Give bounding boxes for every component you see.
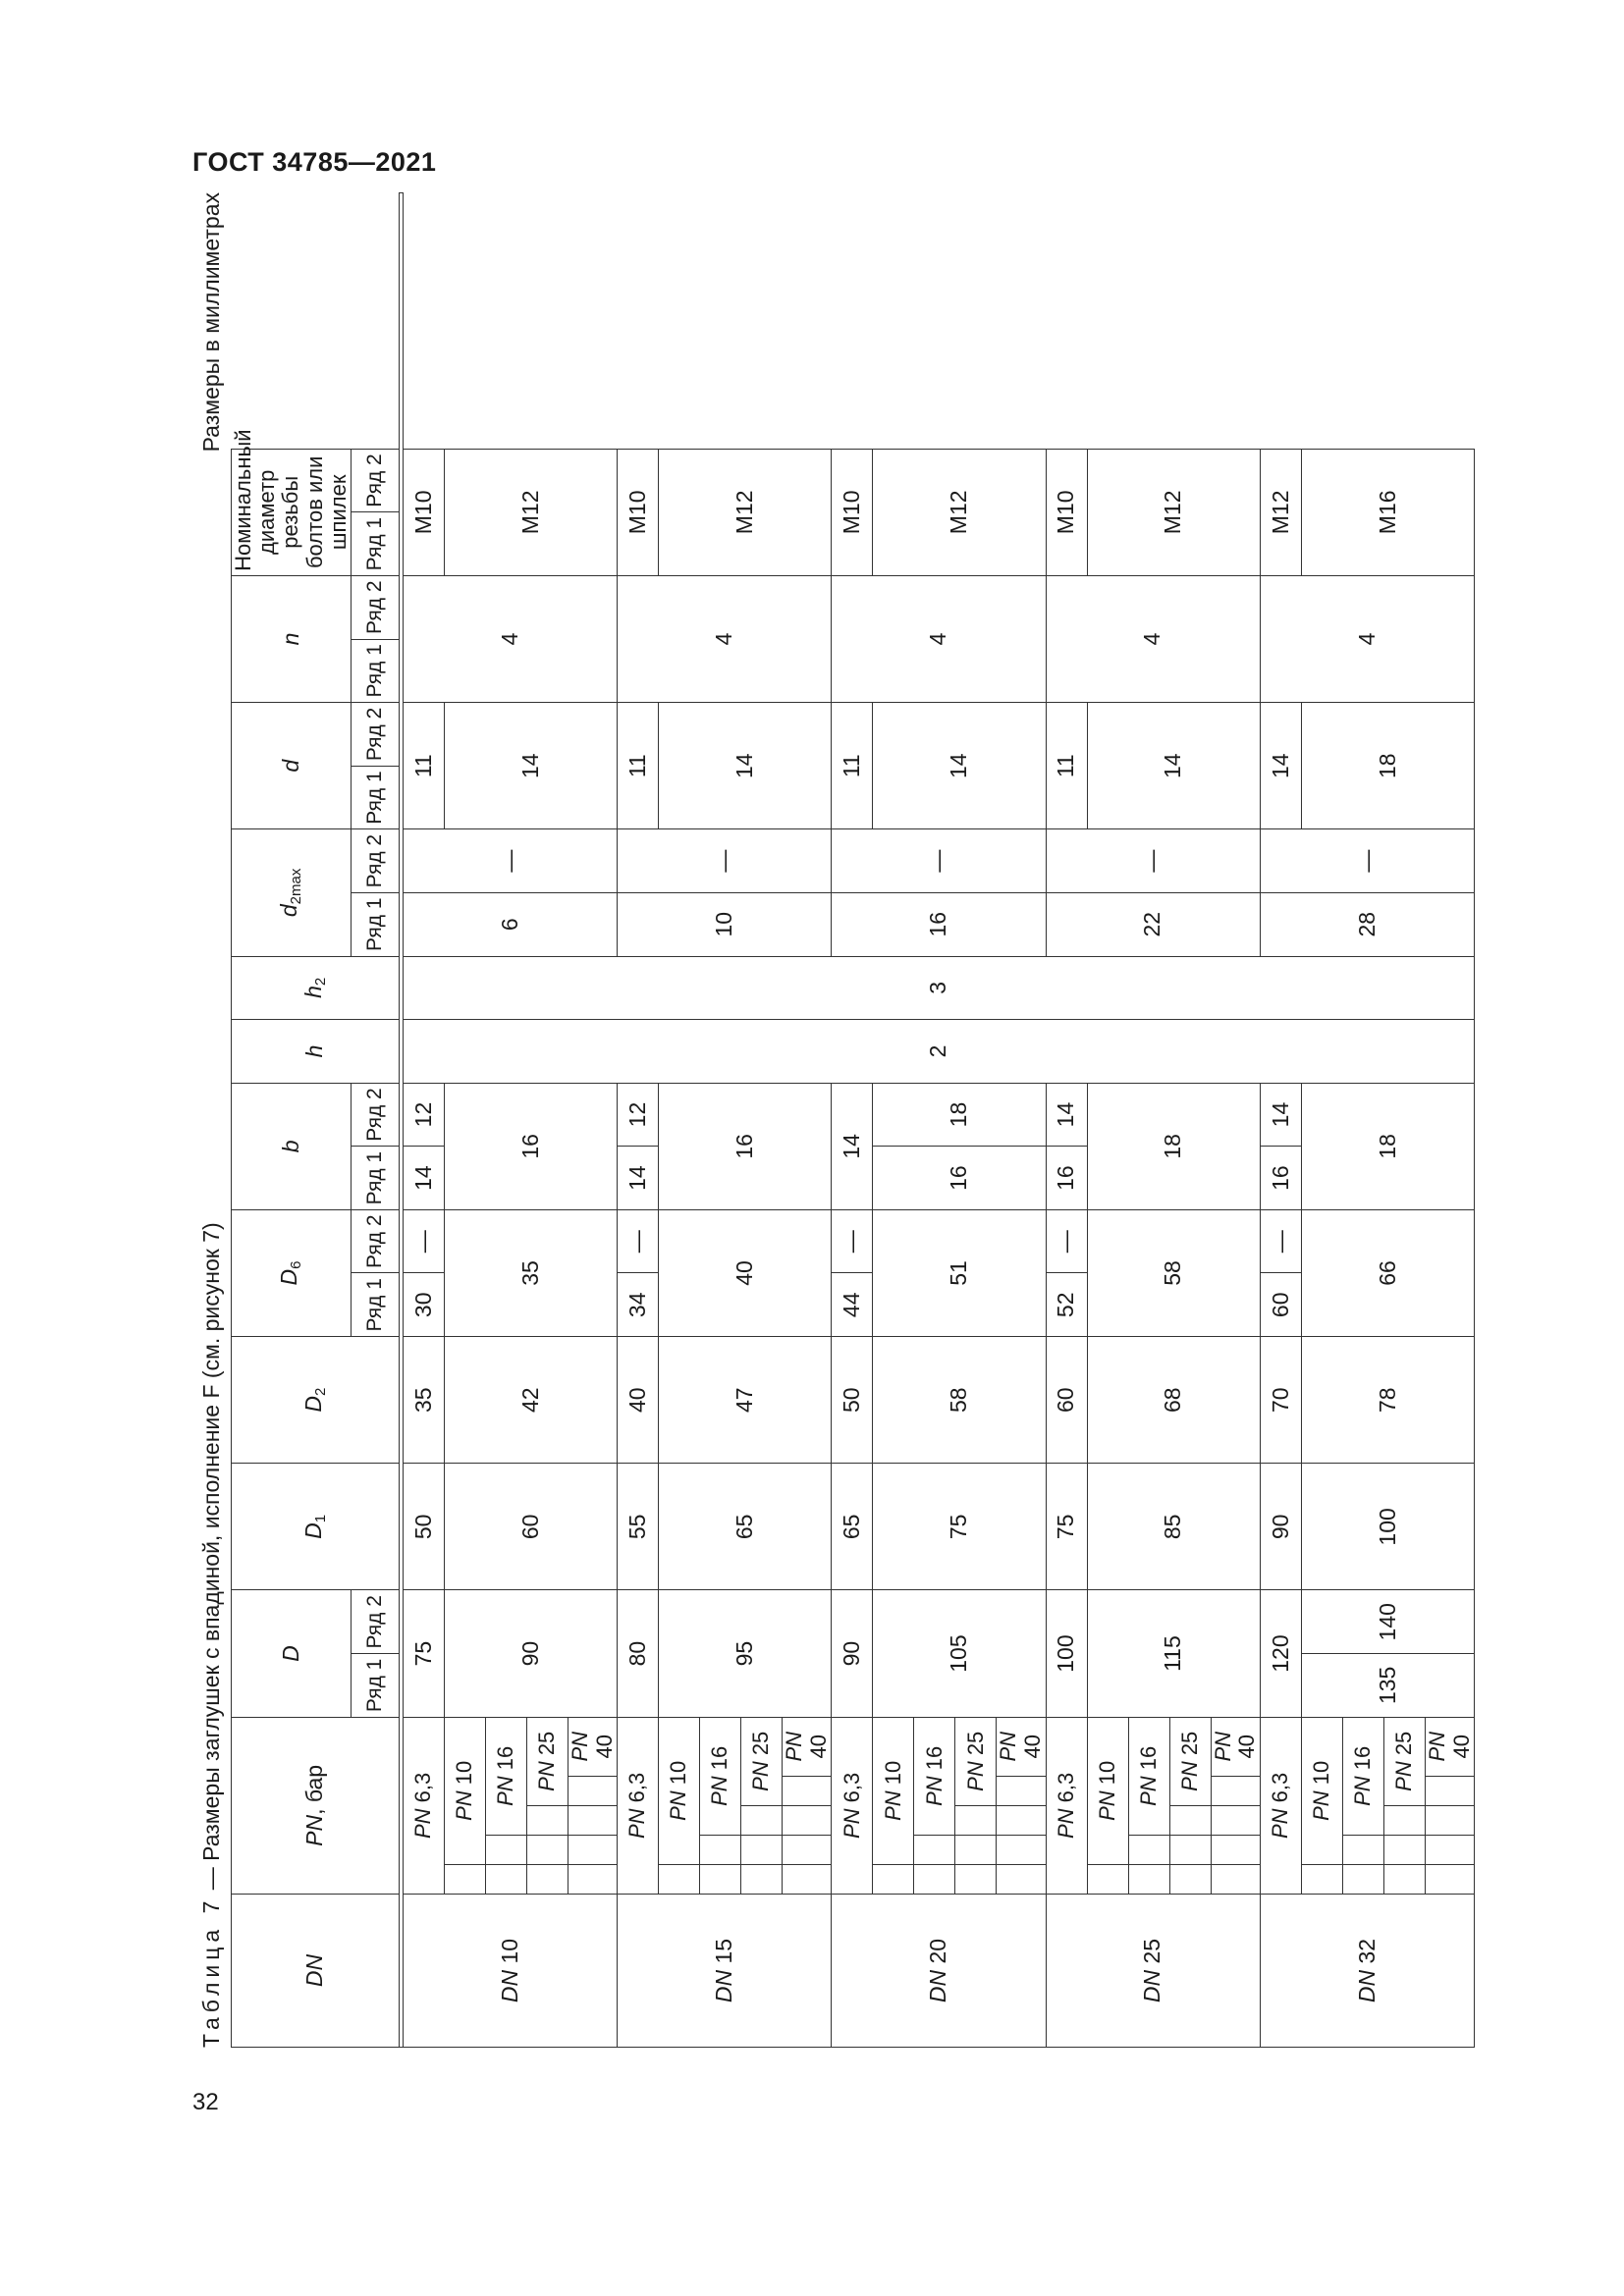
thread-cell: M12 — [1260, 449, 1301, 575]
D-cell: 90 — [444, 1590, 617, 1717]
pn-cell: PN 10 — [1301, 1717, 1342, 1864]
pn-cell: PN 16 — [485, 1717, 526, 1835]
D1-cell: 50 — [403, 1464, 444, 1590]
col-header-d: d — [232, 703, 352, 829]
D6-row1-cell: 52 — [1046, 1273, 1087, 1337]
D-cell: 105 — [873, 1590, 1046, 1717]
D2-cell: 47 — [659, 1337, 832, 1464]
col-header-D1: $D_1$ — [232, 1464, 400, 1590]
pn-cell: PN 25 — [955, 1717, 997, 1805]
col-header-h: h — [232, 1020, 400, 1084]
d-cell: 14 — [873, 703, 1046, 829]
d2max-row1-cell: 10 — [618, 892, 832, 956]
b-row2-cell: 12 — [403, 1083, 444, 1147]
thread-cell: M12 — [659, 449, 832, 575]
D6-row2-cell: — — [1046, 1209, 1087, 1273]
sub-header-thread-row1: Ряд 1 — [351, 512, 399, 576]
pn-cell: PN 40 — [568, 1717, 617, 1776]
D1-cell: 100 — [1301, 1464, 1474, 1590]
D1-cell: 85 — [1087, 1464, 1260, 1590]
dn-cell: DN 32 — [1260, 1895, 1474, 2048]
d-cell: 11 — [403, 703, 444, 829]
D6-cell: 51 — [873, 1209, 1046, 1336]
table-row — [1046, 193, 1087, 2048]
pn-cell: PN 16 — [914, 1717, 955, 1835]
sub-header-b-row2: Ряд 2 — [351, 1083, 399, 1147]
header-row-1 — [232, 193, 352, 2048]
thread-cell: M10 — [832, 449, 873, 575]
D6-row2-cell: — — [1260, 1209, 1301, 1273]
D1-cell: 65 — [832, 1464, 873, 1590]
pn-cell: PN 25 — [526, 1717, 568, 1805]
D-cell: 95 — [659, 1590, 832, 1717]
thread-cell: M12 — [1087, 449, 1260, 575]
D2-cell: 60 — [1046, 1337, 1087, 1464]
dn-cell: DN 10 — [403, 1895, 617, 2048]
D-cell: 75 — [403, 1590, 444, 1717]
pn-cell: PN 10 — [1087, 1717, 1128, 1864]
d2max-row1-cell: 22 — [1046, 892, 1260, 956]
dimensions-table — [231, 192, 1475, 2048]
document-header: ГОСТ 34785—2021 — [192, 147, 437, 177]
D1-cell: 55 — [618, 1464, 659, 1590]
pn-cell: PN 6,3 — [832, 1717, 873, 1894]
b-row1-cell: 16 — [1046, 1147, 1087, 1210]
caption-text: — Размеры заглушек с впадиной, исполнение F (см. рисунок 7) — [198, 1222, 224, 1896]
sub-header-n-row2: Ряд 2 — [351, 575, 399, 639]
sub-header-D6-row2: Ряд 2 — [351, 1209, 399, 1273]
D2-cell: 70 — [1260, 1337, 1301, 1464]
n-cell: 4 — [1046, 575, 1260, 702]
d-cell: 18 — [1301, 703, 1474, 829]
pn-cell: PN 10 — [659, 1717, 700, 1864]
D-cell: 80 — [618, 1590, 659, 1717]
pn-cell: PN 40 — [997, 1717, 1046, 1776]
caption-word: Таблица 7 — [198, 1896, 224, 2048]
table-row — [403, 193, 444, 2048]
d2max-row1-cell: 6 — [403, 892, 617, 956]
d-cell: 14 — [1260, 703, 1301, 829]
thread-cell: M12 — [873, 449, 1046, 575]
dn-cell: DN 15 — [618, 1895, 832, 2048]
d-cell: 14 — [659, 703, 832, 829]
d-cell: 11 — [618, 703, 659, 829]
pn-cell: PN 40 — [1211, 1717, 1260, 1776]
D1-cell: 75 — [873, 1464, 1046, 1590]
D2-cell: 68 — [1087, 1337, 1260, 1464]
D1-cell: 75 — [1046, 1464, 1087, 1590]
D6-row2-cell: — — [403, 1209, 444, 1273]
table-row — [1301, 193, 1342, 2048]
table-row — [1260, 193, 1301, 2048]
units-note: Размеры в миллиметрах — [198, 192, 224, 453]
n-cell: 4 — [618, 575, 832, 702]
b-cell: 14 — [832, 1083, 873, 1209]
D6-cell: 58 — [1087, 1209, 1260, 1336]
sub-header-D-row1: Ряд 1 — [351, 1654, 399, 1718]
b-row1-cell: 16 — [1260, 1147, 1301, 1210]
D2-cell: 35 — [403, 1337, 444, 1464]
thread-cell: M12 — [444, 449, 617, 575]
pn-cell: PN 25 — [1169, 1717, 1211, 1805]
D2-cell: 50 — [832, 1337, 873, 1464]
col-header-D: D — [232, 1590, 352, 1717]
d-cell: 11 — [832, 703, 873, 829]
sub-header-d-row2: Ряд 2 — [351, 703, 399, 767]
b-row2-cell: 14 — [1260, 1083, 1301, 1147]
pn-cell: PN 16 — [1342, 1717, 1383, 1835]
b-cell: 18 — [1087, 1083, 1260, 1209]
D6-cell: 35 — [444, 1209, 617, 1336]
d2max-row1-cell: 28 — [1260, 892, 1474, 956]
d2max-row2-cell: — — [403, 829, 617, 893]
table-row — [832, 193, 873, 2048]
D6-row1-cell: 30 — [403, 1273, 444, 1337]
b-row1-cell: 14 — [403, 1147, 444, 1210]
table-row — [444, 193, 485, 2048]
D-cell: 90 — [832, 1590, 873, 1717]
d2max-row2-cell: — — [618, 829, 832, 893]
col-header-thread: Номинальный диаметр резьбы болтов или шпилек — [232, 449, 352, 575]
rotated-table-block — [198, 192, 1474, 2048]
pn-cell: PN 6,3 — [1260, 1717, 1301, 1894]
thread-cell: M16 — [1301, 449, 1474, 575]
b-row2-cell: 18 — [873, 1083, 1046, 1147]
pn-cell: PN 6,3 — [1046, 1717, 1087, 1894]
b-row1-cell: 14 — [618, 1147, 659, 1210]
b-cell: 18 — [1301, 1083, 1474, 1209]
col-header-pn: PN, бар — [232, 1717, 400, 1894]
n-cell: 4 — [832, 575, 1046, 702]
d2max-row2-cell: — — [1046, 829, 1260, 893]
b-cell: 16 — [659, 1083, 832, 1209]
D6-row2-cell: — — [618, 1209, 659, 1273]
dn-cell: DN 25 — [1046, 1895, 1260, 2048]
sub-header-n-row1: Ряд 1 — [351, 639, 399, 703]
D-cell: 115 — [1087, 1590, 1260, 1717]
n-cell: 4 — [1260, 575, 1474, 702]
b-row2-cell: 12 — [618, 1083, 659, 1147]
D6-row1-cell: 44 — [832, 1273, 873, 1337]
sub-header-b-row1: Ряд 1 — [351, 1147, 399, 1210]
table-row — [873, 193, 914, 2048]
n-cell: 4 — [403, 575, 617, 702]
pn-cell: PN 25 — [741, 1717, 783, 1805]
b-row1-cell: 16 — [873, 1147, 1046, 1210]
d-cell: 14 — [1087, 703, 1260, 829]
D6-cell: 66 — [1301, 1209, 1474, 1336]
col-header-dn: DN — [232, 1895, 400, 2048]
page-number: 32 — [192, 2089, 219, 2115]
col-header-h2: $h_2$ — [232, 956, 400, 1020]
dn-cell: DN 20 — [832, 1895, 1046, 2048]
col-header-n: n — [232, 575, 352, 702]
thread-cell: M10 — [618, 449, 659, 575]
D6-row1-cell: 34 — [618, 1273, 659, 1337]
col-header-D6: $D_6$ — [232, 1209, 352, 1336]
col-header-d2max: $d_{2max}$ — [232, 829, 352, 956]
D1-cell: 65 — [659, 1464, 832, 1590]
D-row1-cell: 135 — [1301, 1654, 1474, 1718]
pn-cell: PN 10 — [444, 1717, 485, 1864]
col-header-b: b — [232, 1083, 352, 1209]
pn-cell: PN 40 — [1425, 1717, 1474, 1776]
h2-cell: 3 — [403, 956, 1474, 1020]
sub-header-d2max-row1: Ряд 1 — [351, 892, 399, 956]
d-cell: 11 — [1046, 703, 1087, 829]
table-row — [1087, 193, 1128, 2048]
d2max-row2-cell: — — [832, 829, 1046, 893]
pn-cell: PN 16 — [1128, 1717, 1169, 1835]
pn-cell: PN 6,3 — [618, 1717, 659, 1894]
sub-header-d2max-row2: Ряд 2 — [351, 829, 399, 893]
D2-cell: 40 — [618, 1337, 659, 1464]
D-row2-cell: 140 — [1301, 1590, 1474, 1654]
D2-cell: 58 — [873, 1337, 1046, 1464]
pn-cell: PN 6,3 — [403, 1717, 444, 1894]
thread-cell: M10 — [403, 449, 444, 575]
d-cell: 14 — [444, 703, 617, 829]
pn-cell: PN 16 — [700, 1717, 741, 1835]
pn-cell: PN 25 — [1383, 1717, 1425, 1805]
D6-row1-cell: 60 — [1260, 1273, 1301, 1337]
D2-cell: 78 — [1301, 1337, 1474, 1464]
D-cell: 120 — [1260, 1590, 1301, 1717]
table-caption — [198, 1222, 225, 2048]
thread-cell: M10 — [1046, 449, 1087, 575]
pn-cell: PN 40 — [783, 1717, 832, 1776]
b-row2-cell: 14 — [1046, 1083, 1087, 1147]
sub-header-D6-row1: Ряд 1 — [351, 1273, 399, 1337]
D6-cell: 40 — [659, 1209, 832, 1336]
D1-cell: 60 — [444, 1464, 617, 1590]
table-row — [659, 193, 700, 2048]
sub-header-d-row1: Ряд 1 — [351, 766, 399, 829]
table-row — [618, 193, 659, 2048]
sub-header-thread-row2: Ряд 2 — [351, 449, 399, 512]
D2-cell: 42 — [444, 1337, 617, 1464]
sub-header-D-row2: Ряд 2 — [351, 1590, 399, 1654]
d2max-row2-cell: — — [1260, 829, 1474, 893]
col-header-D2: $D_2$ — [232, 1337, 400, 1464]
h-cell: 2 — [403, 1020, 1474, 1084]
b-cell: 16 — [444, 1083, 617, 1209]
D6-row2-cell: — — [832, 1209, 873, 1273]
d2max-row1-cell: 16 — [832, 892, 1046, 956]
D-cell: 100 — [1046, 1590, 1087, 1717]
D1-cell: 90 — [1260, 1464, 1301, 1590]
pn-cell: PN 10 — [873, 1717, 914, 1864]
